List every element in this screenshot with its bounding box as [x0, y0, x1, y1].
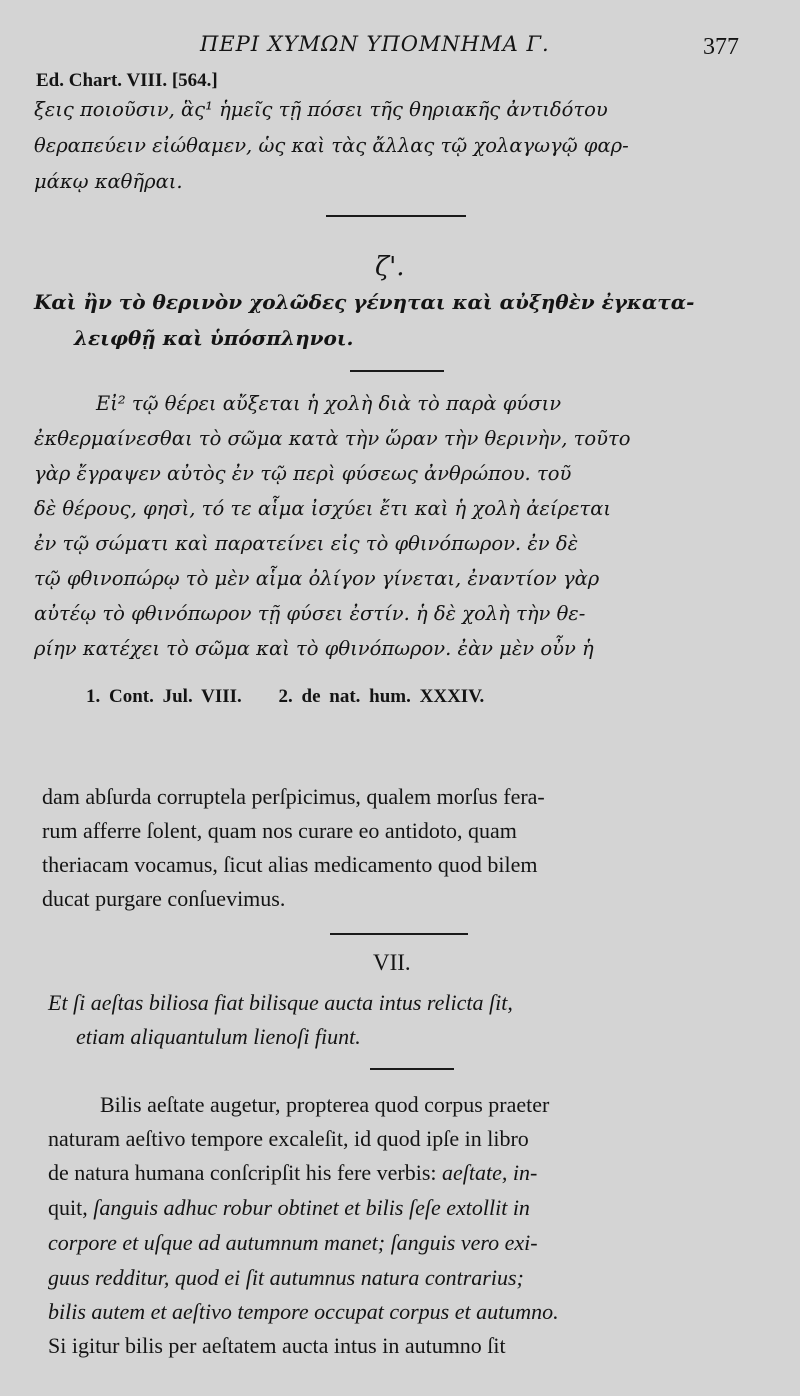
latin-lemma-line: Et ſi aeſtas biliosa fiat bilisque aucta intus relicta ſit, [48, 990, 513, 1015]
footnotes [86, 686, 512, 708]
greek-intro-line: θεραπεύειν εἰώθαμεν, ὡς καὶ τὰς ἄλλας τῷ χολαγωγῷ φαρ- [34, 134, 629, 157]
section-divider [330, 933, 468, 935]
edition-reference: Ed. Chart. VIII. [564.] [36, 70, 218, 91]
section-divider [326, 215, 466, 217]
section-divider [350, 370, 444, 372]
greek-commentary-line: τῷ φθινοπώρῳ τὸ μὲν αἷμα ὀλίγον γίνεται, ἐναντίον γὰρ [34, 567, 600, 590]
latin-intro-line: dam abſurda corruptela perſpicimus, qualem morſus fera- [42, 784, 545, 809]
footnote: 1. Cont. Jul. VIII. [86, 686, 242, 707]
latin-section-number: VII. [373, 950, 411, 975]
greek-commentary-line: ἐν τῷ σώματι καὶ παρατείνει εἰς τὸ φθινόπωρον. ἐν δὲ [34, 532, 579, 555]
greek-commentary-line: Εἰ² τῷ θέρει αὔξεται ἡ χολὴ διὰ τὸ παρὰ φύσιν [96, 392, 562, 415]
page-number: 377 [703, 34, 739, 60]
greek-commentary-line: ρίην κατέχει τὸ σῶμα καὶ τὸ φθινόπωρον. ἐὰν μὲν οὖν ἡ [34, 637, 594, 660]
latin-commentary-line: de natura humana conſcripſit his fere verbis: aeſtate, in- [48, 1160, 538, 1185]
section-divider [370, 1068, 454, 1070]
greek-lemma-line: Καὶ ἢν τὸ θερινὸν χολῶδες γένηται καὶ αὐξηθὲν ἐγκατα- [34, 290, 695, 314]
greek-commentary-line: γὰρ ἔγραψεν αὐτὸς ἐν τῷ περὶ φύσεως ἀνθρώπου. τοῦ [34, 462, 572, 485]
latin-intro-line: theriacam vocamus, ſicut alias medicamento quod bilem [42, 852, 538, 877]
greek-commentary-line: αὐτέῳ τὸ φθινόπωρον τῇ φύσει ἐστίν. ἡ δὲ χολὴ τὴν θε- [34, 602, 586, 625]
greek-section-number: ζ'. [375, 252, 405, 282]
latin-commentary-line: guus redditur, quod ei ſit autumnus natura contrarius; [48, 1265, 524, 1290]
latin-commentary-line: corpore et uſque ad autumnum manet; ſanguis vero exi- [48, 1230, 538, 1255]
latin-commentary-line: Si igitur bilis per aeſtatem aucta intus in autumno ſit [48, 1333, 506, 1358]
latin-commentary-line: bilis autem et aeſtivo tempore occupat corpus et autumno. [48, 1299, 559, 1324]
greek-intro-line: μάκῳ καθῆραι. [34, 170, 183, 193]
latin-commentary-line: quit, ſanguis adhuc robur obtinet et bilis ſeſe extollit in [48, 1195, 530, 1220]
greek-lemma-line: λειφθῇ καὶ ὑπόσπληνοι. [74, 326, 354, 350]
greek-intro-line: ξεις ποιοῦσιν, ἃς¹ ἡμεῖς τῇ πόσει τῆς θηριακῆς ἀντιδότου [34, 98, 608, 121]
running-title: ΠΕΡΙ ΧΥΜΩΝ ΥΠΟΜΝΗΜΑ Γ. [200, 32, 550, 56]
latin-intro-line: rum afferre ſolent, quam nos curare eo antidoto, quam [42, 818, 517, 843]
latin-commentary-line: naturam aeſtivo tempore excaleſit, id quod ipſe in libro [48, 1126, 529, 1151]
footnote: 2. de nat. hum. XXXIV. [278, 686, 485, 707]
greek-commentary-line: ἐκθερμαίνεσθαι τὸ σῶμα κατὰ τὴν ὥραν τὴν θερινὴν, τοῦτο [34, 427, 631, 450]
greek-commentary-line: δὲ θέρους, φησὶ, τό τε αἷμα ἰσχύει ἔτι καὶ ἡ χολὴ ἀείρεται [34, 497, 612, 520]
latin-intro-line: ducat purgare conſuevimus. [42, 886, 286, 911]
latin-commentary-line: Bilis aeſtate augetur, propterea quod corpus praeter [100, 1092, 550, 1117]
latin-lemma-line: etiam aliquantulum lienoſi fiunt. [76, 1024, 361, 1049]
